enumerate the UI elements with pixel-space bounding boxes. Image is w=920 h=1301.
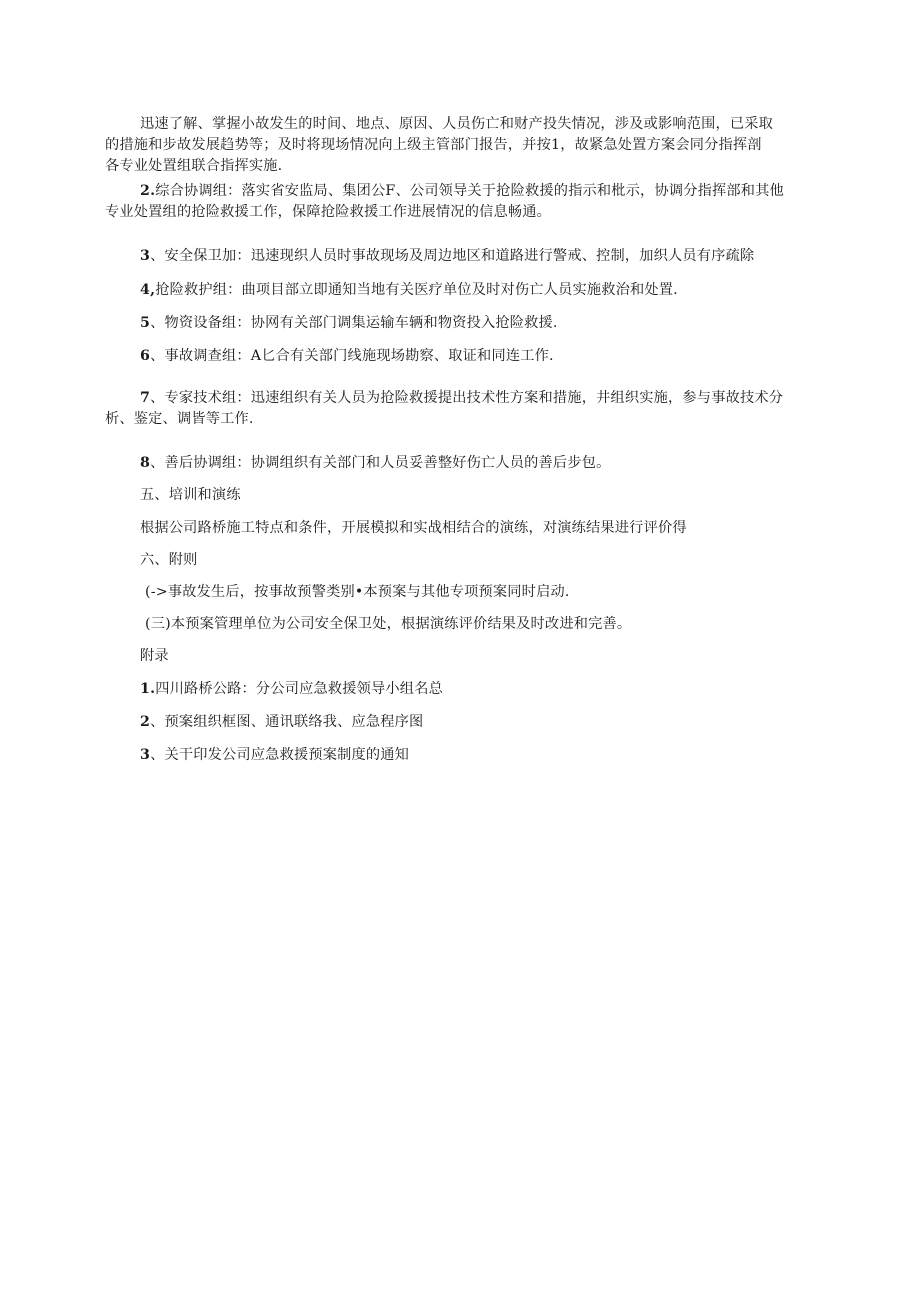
paragraph-supplies-group bbox=[105, 313, 817, 334]
text-line bbox=[105, 679, 817, 700]
item-text: 、预案组织框图、通讯联络我、应急程序图 bbox=[150, 714, 424, 730]
text-line: 附录 bbox=[140, 648, 169, 664]
item-number: 3 bbox=[140, 248, 151, 264]
item-text: 、专家技术组：迅速组织有关人员为抢险救援提出技术性方案和措施，井组织实施，参与事故技术分 bbox=[150, 390, 784, 406]
appendix-item bbox=[105, 745, 817, 766]
paragraph-aftermath-group bbox=[105, 453, 817, 474]
item-text: 、善后协调组：协调组织有关部门和人员妥善整好伤亡人员的善后步包。 bbox=[150, 455, 611, 471]
appendix-item bbox=[105, 679, 817, 700]
text-line bbox=[105, 346, 817, 367]
item-text: 、关干印发公司应急救援预案制度的通知 bbox=[150, 747, 410, 763]
text-line bbox=[105, 181, 817, 202]
section-heading-training bbox=[105, 485, 817, 506]
item-number: 8 bbox=[140, 455, 151, 471]
item-text: 综合协调组：落实省安监局、集团公F、公司领导关于抢险救援的指示和枇示，协调分指挥部和其他 bbox=[155, 183, 784, 199]
paragraph-expert-group bbox=[105, 388, 817, 430]
section-heading-provisions bbox=[105, 550, 817, 571]
paragraph-training bbox=[105, 518, 817, 539]
item-number: 6 bbox=[140, 348, 151, 364]
text-line bbox=[105, 388, 817, 409]
text-line bbox=[105, 745, 817, 766]
text-line bbox=[105, 280, 817, 301]
paragraph-investigation-group bbox=[105, 346, 817, 367]
text-line: 六、附则 bbox=[140, 552, 198, 568]
text-line: 迅速了解、掌握小故发生的时间、地点、原因、人员伤亡和财产投失情况，涉及或影响范围，已采取 bbox=[140, 116, 774, 132]
text-line: 各专业处置组联合指挥实施. bbox=[105, 158, 283, 174]
paragraph-security-group bbox=[105, 246, 817, 267]
item-text: 抢险救护组：曲项目部立即通知当地有关医疗单位及时对伤亡人员实施救治和处置. bbox=[155, 282, 678, 298]
text-line bbox=[105, 453, 817, 474]
text-line: 根据公司路桥施工特点和条件，开展模拟和实战相结合的演练，对演练结果进行评价得 bbox=[140, 520, 687, 536]
paragraph-provision-two bbox=[105, 614, 817, 635]
text-line: 专业处置组的抢险救援工作，保障抢险救援工作进展情况的信息畅通。 bbox=[105, 204, 552, 220]
text-line: (三)本预案管理单位为公司安全保卫处，根据演练评价结果及时改进和完善。 bbox=[145, 616, 632, 632]
text-line: 析、鉴定、调皆等工作. bbox=[105, 411, 254, 427]
item-number: 7 bbox=[140, 390, 151, 406]
item-number: 1. bbox=[140, 681, 156, 697]
item-text: 、物资设备组：协网有关部门调集运输车辆和物资投入抢险救援. bbox=[150, 315, 558, 331]
item-number: 3 bbox=[140, 747, 151, 763]
text-line: 五、培训和演练 bbox=[140, 487, 241, 503]
text-line: (->事故发生后，按事故预警类别•本预案与其他专项预案同时启动. bbox=[145, 584, 570, 600]
paragraph-command-intro bbox=[105, 114, 817, 177]
appendix-item bbox=[105, 712, 817, 733]
item-number: 5 bbox=[140, 315, 151, 331]
item-text: 四川路桥公路：分公司应急救援领导小组名总 bbox=[155, 681, 443, 697]
text-line bbox=[105, 313, 817, 334]
paragraph-provision-one bbox=[105, 582, 817, 603]
item-number: 2. bbox=[140, 183, 156, 199]
paragraph-rescue-group bbox=[105, 280, 817, 301]
text-line bbox=[105, 712, 817, 733]
item-text: 、事故调查组：A匕合有关部门线施现场勘察、取证和同连工作. bbox=[150, 348, 554, 364]
item-number: 4, bbox=[140, 282, 156, 298]
section-heading-appendix bbox=[105, 646, 817, 667]
item-number: 2 bbox=[140, 714, 151, 730]
item-text: 、安全保卫加：迅速现织人员时事故现场及周边地区和道路进行警戒、控制，加织人员有序疏除 bbox=[150, 248, 755, 264]
paragraph-coordination-group bbox=[105, 181, 817, 223]
text-line: 的措施和步故发展趋势等；及时将现场情况向上级主管部门报告，并按1，故紧急处置方案会同分指挥剖 bbox=[105, 137, 762, 153]
text-line bbox=[105, 246, 817, 267]
